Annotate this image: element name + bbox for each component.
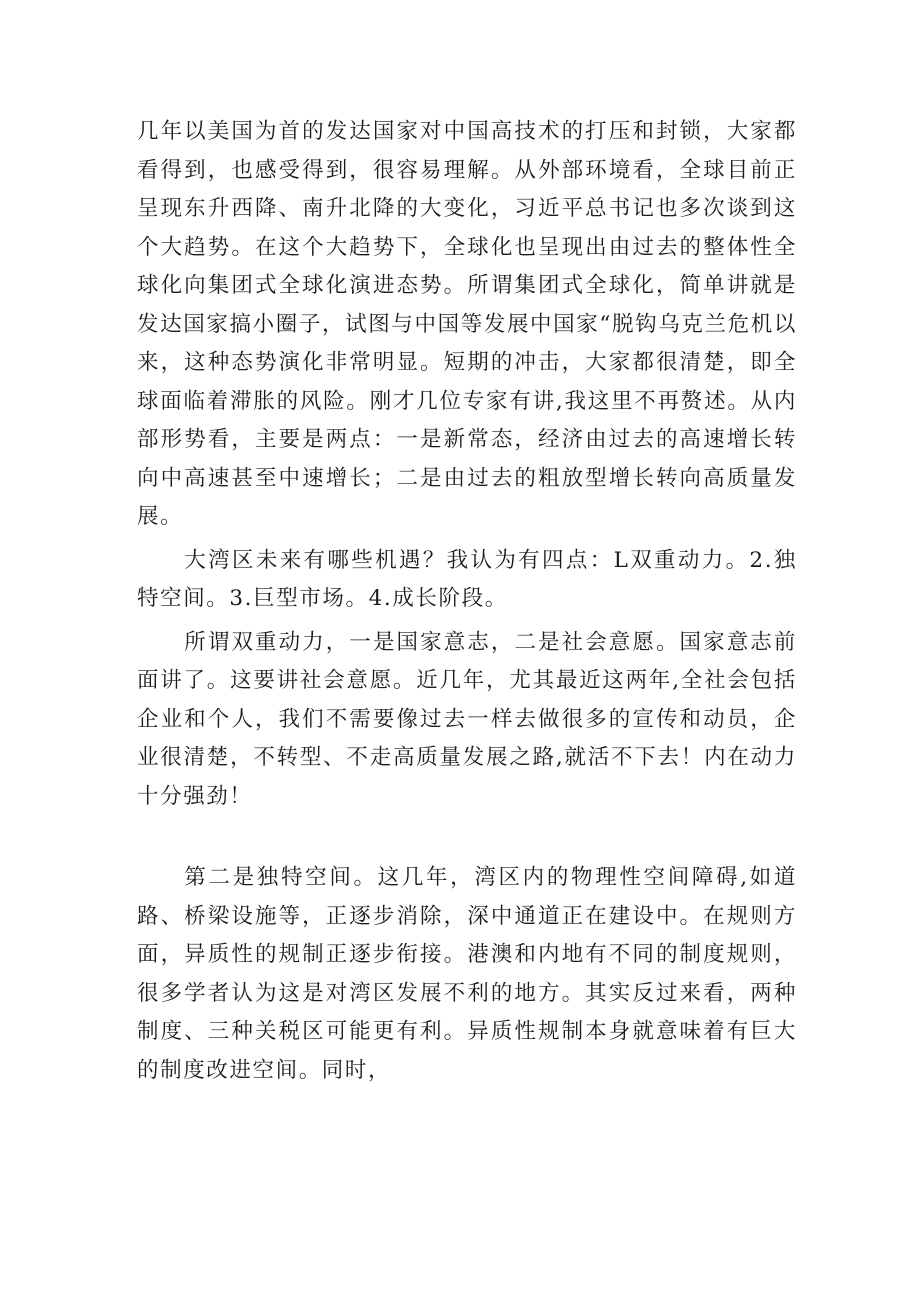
paragraph-2: 大湾区未来有哪些机遇？我认为有四点：L双重动力。2.独特空间。3.巨型市场。4.成长阶段。	[137, 547, 797, 611]
document-body	[137, 113, 797, 1090]
paragraph-1: 几年以美国为首的发达国家对中国高技术的打压和封锁，大家都看得到，也感受得到，很容易理解。从外部环境看，全球目前正呈现东升西降、南升北降的大变化，习近平总书记也多次谈到这个大趋势。在这个大趋势下，全球化也呈现出由过去的整体性全球化向集团式全球化演进态势。所谓集团式全球化，简单讲就是发达国家搞小圈子，试图与中国等发展中国家“脱钩乌克兰危机以来，这种态势演化非常明显。短期的冲击，大家都很清楚，即全球面临着滞胀的风险。刚才几位专家有讲,我这里不再赘述。从内部形势看，主要是两点：一是新常态，经济由过去的高速增长转向中高速甚至中速增长；二是由过去的粗放型增长转向高质量发展。	[137, 119, 797, 529]
paragraph-3: 所谓双重动力，一是国家意志，二是社会意愿。国家意志前面讲了。这要讲社会意愿。近几年，尤其最近这两年,全社会包括企业和个人，我们不需要像过去一样去做很多的宣传和动员，企业很清楚，不转型、不走高质量发展之路,就活不下去！内在动力十分强劲！	[137, 629, 797, 809]
paragraph-4: 第二是独特空间。这几年，湾区内的物理性空间障碍,如道路、桥梁设施等，正逐步消除，深中通道正在建设中。在规则方面，异质性的规制正逐步衔接。港澳和内地有不同的制度规则，很多学者认为这是对湾区发展不利的地方。其实反过来看，两种制度、三种关税区可能更有利。异质性规制本身就意味着有巨大的制度改进空间。同时，	[137, 865, 797, 1083]
